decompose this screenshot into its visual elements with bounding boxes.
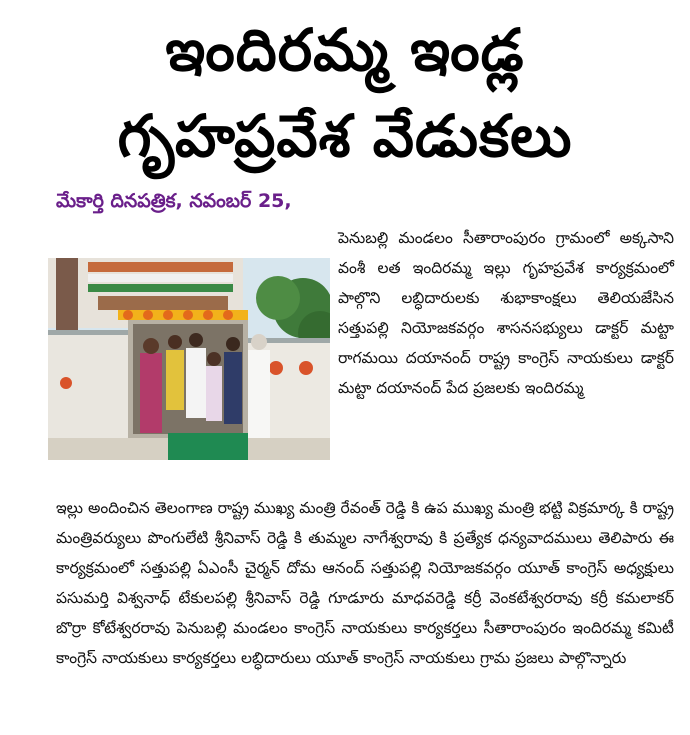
news-photo — [48, 258, 330, 460]
headline-line-1: ఇందిరమ్మ ఇండ్ల — [165, 16, 525, 84]
ceremony-photo-illustration — [48, 258, 330, 460]
article-body-text: ఇల్లు అందించిన తెలంగాణ రాష్ట్ర ముఖ్య మంత్రి రేవంత్ రెడ్డి కి ఉప ముఖ్య మంత్రి భట్టి విక్రమార్క కి రాష్ట్ర మంత్రివర్యులు పొంగులేటి శ్రీనివాస్ రెడ్డి కి తుమ్మల నాగేశ్వరావు కి ప్రత్యేక ధన్యవాదములు తెలిపారు ఈ కార్యక్రమంలో సత్తుపల్లి ఏఎంసీ చైర్మన్ దోమ ఆనంద్ సత్తుపల్లి నియోజకవర్గం యూత్ కాంగ్రెస్ అధ్యక్షులు పసుమర్తి విశ్వనాధ్ టేకులపల్లి శ్రీనివాస్ రెడ్డి గూడూరు మాధవరెడ్డి కర్రీ వెంకటేశ్వరరావు కర్రీ కమలాకర్ బొర్రా కోటేశ్వరరావు పెనుబల్లి మండలం కాంగ్రెస్ నాయకులు కార్యకర్తలు సీతారాంపురం ఇందిరమ్మ కమిటీ కాంగ్రెస్ నాయకులు కార్యకర్తలు లబ్ధిదారులు యూత్ కాంగ్రెస్ నాయకులు గ్రామ ప్రజలు పాల్గొన్నారు — [56, 499, 674, 667]
headline-line-2: గృహప్రవేశ వేడుకలు — [117, 102, 573, 170]
article-column-text: పెనుబల్లి మండలం సీతారాంపురం గ్రామంలో అక్కసాని వంశీ లత ఇందిరమ్మ ఇల్లు గృహప్రవేశ కార్యక్రమంలో పాల్గొని లబ్ధిదారులకు శుభాకాంక్షలు తెలియజేసిన సత్తుపల్లి నియోజకవర్గం శాసనసభ్యులు డాక్టర్ మట్టా రాగమయి దయానంద్ రాష్ట్ర కాంగ్రెస్ నాయకులు డాక్టర్ మట్టా దయానంద్ పేద ప్రజలకు ఇందిరమ్మ — [338, 229, 674, 397]
dateline: మేకార్తి దినపత్రిక, నవంబర్ 25, — [56, 190, 292, 212]
